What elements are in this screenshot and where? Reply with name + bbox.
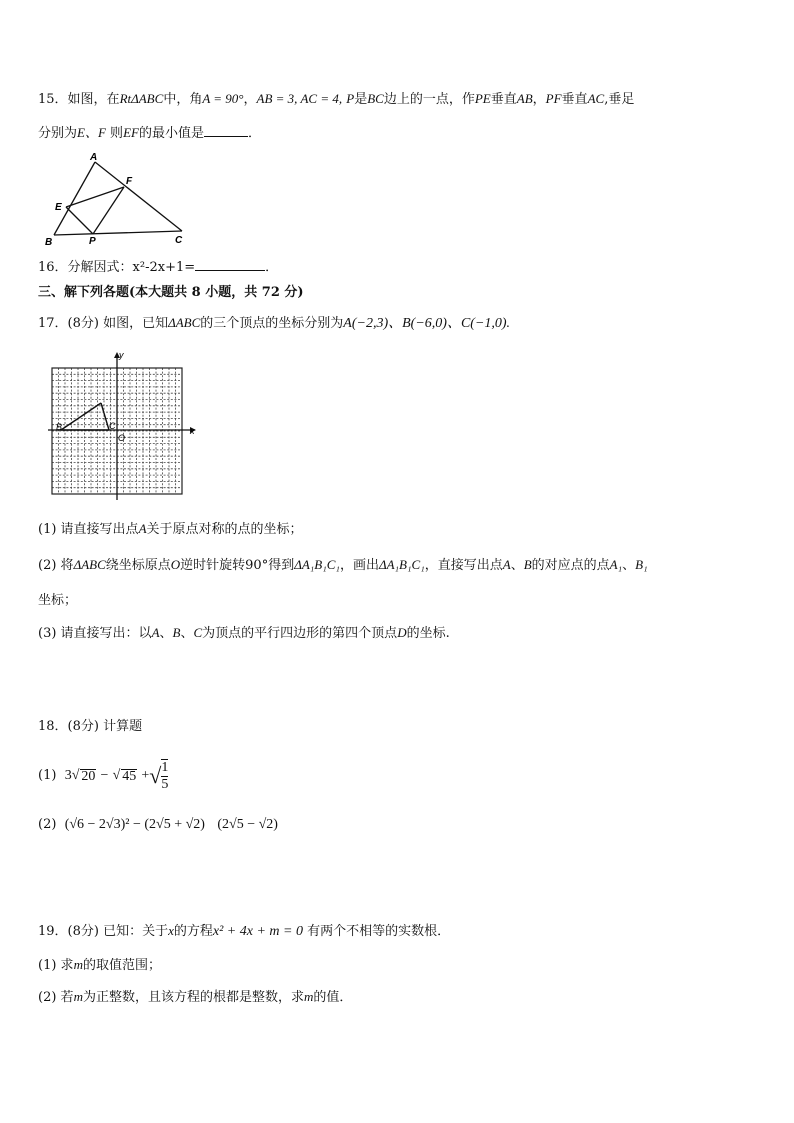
- point-p-label: P: [89, 236, 96, 247]
- segment-ac: [95, 162, 182, 231]
- q15-angle: A = 90°: [202, 91, 244, 106]
- q18-sub1: (1) 3 √ 20 − √ 45 + √ $\frac{1}{5}$: [38, 760, 169, 792]
- q16-line: 16．分解因式：x²-2x+1= ．: [38, 260, 279, 275]
- q15-number: 15．: [38, 92, 68, 107]
- point-c-label: C: [175, 235, 183, 246]
- q19-equation: x² + 4x + m = 0: [212, 924, 303, 939]
- q15-line2: 分别为E、F 则EF的最小值是 ．: [38, 125, 261, 141]
- point-c-label: C: [109, 421, 116, 431]
- point-a-label: A: [90, 152, 98, 163]
- q19-sub2: (2) 若m为正整数，且该方程的根都是整数，求m的值．: [38, 989, 353, 1005]
- answer-blank[interactable]: [195, 258, 265, 271]
- origin-label: O: [118, 433, 126, 443]
- q19-sub1: (1) 求m的取值范围；: [38, 957, 161, 973]
- answer-blank[interactable]: [204, 124, 248, 137]
- q19-intro: 19．(8分) 已知：关于x的方程x² + 4x + m = 0 有两个不相等的实数根．: [38, 923, 451, 939]
- q18-sub2: (2) (√6 − 2√3)² − (2√5 + √2) (2√5 − √2): [38, 817, 278, 832]
- q17-coordinate-grid: [44, 352, 204, 502]
- q16-text: 16．分解因式：x²-2x+1=: [38, 260, 196, 275]
- segment-pe: [66, 207, 93, 234]
- q15-triangle: RtΔABC: [119, 91, 164, 106]
- q18-title: 18．(8分) 计算题: [38, 719, 143, 734]
- segment-pf: [93, 187, 124, 234]
- q17-intro: 17．(8分) 如图，已知ΔABC的三个顶点的坐标分别为A(−2,3)、B(−6,0)、C(−1,0).: [38, 315, 511, 331]
- q17-sub3: (3) 请直接写出：以A、B、C为顶点的平行四边形的第四个顶点D的坐标.: [38, 625, 450, 641]
- point-b-label: B: [45, 237, 53, 248]
- q17-sub2-line2: 坐标；: [38, 593, 78, 608]
- q15-line1: 15．如图，在RtΔABC中，角A = 90°，AB = 3, AC = 4, P是BC边上的一点，作PE垂直AB，PF垂直AC,垂足: [38, 91, 635, 107]
- point-f-label: F: [126, 176, 133, 187]
- section-heading: 三、解下列各题(本大题共 8 小题，共 72 分): [38, 285, 304, 300]
- segment-ac: [101, 403, 109, 430]
- x-axis-label: x: [190, 426, 195, 436]
- segment-bc: [54, 231, 182, 235]
- q15-triangle-figure: [40, 148, 200, 248]
- point-e-label: E: [55, 202, 62, 213]
- point-b-label: B: [56, 422, 63, 432]
- q17-coordinates: A(−2,3)、B(−6,0)、C(−1,0).: [343, 316, 511, 331]
- q17-sub1: (1) 请直接写出点A关于原点对称的点的坐标；: [38, 521, 303, 537]
- q17-sub2: (2) 将ΔABC绕坐标原点O逆时针旋转90°得到ΔA₁B₁C₁，画出ΔA₁B₁C₁，直接写出点A、B的对应点的点A₁、B₁: [38, 557, 648, 573]
- y-axis-label: y: [119, 352, 124, 360]
- segment-ba: [61, 403, 101, 430]
